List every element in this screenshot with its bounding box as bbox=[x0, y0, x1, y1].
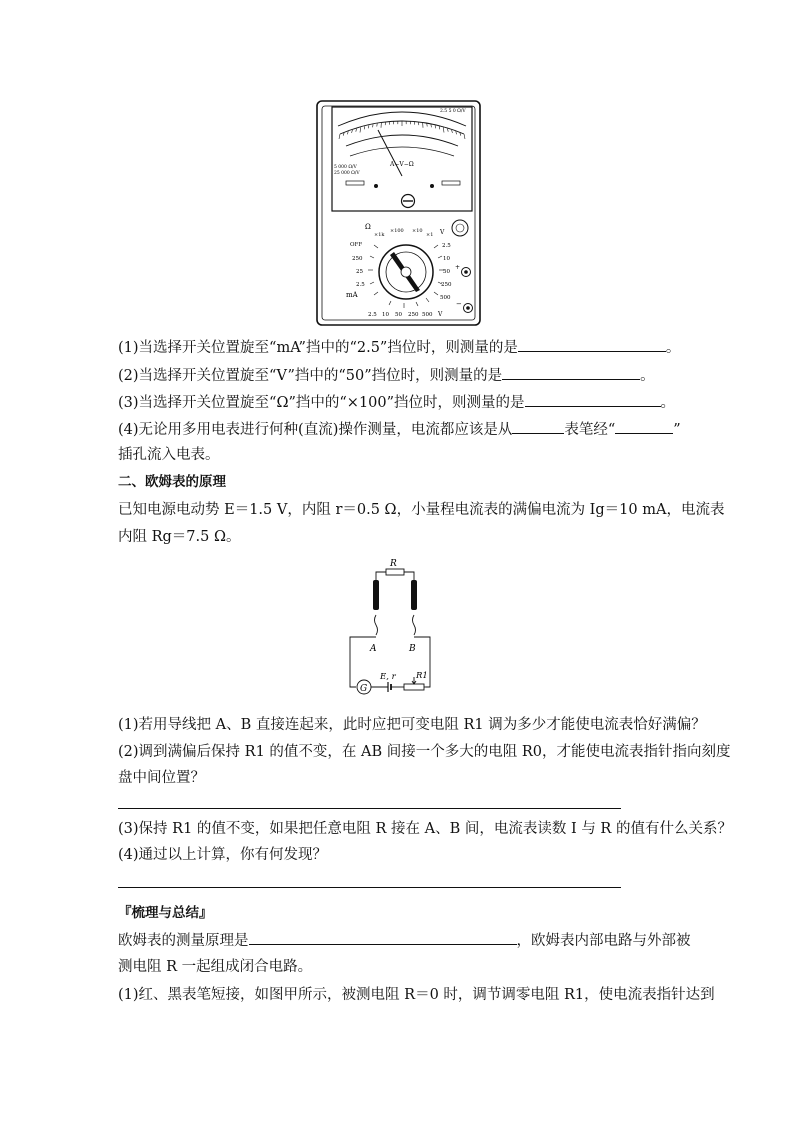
label-Er: E, r bbox=[380, 672, 396, 682]
answer-blank-2[interactable] bbox=[502, 365, 640, 380]
answer-blank-5[interactable] bbox=[249, 930, 517, 945]
dcv-range-50: 50 bbox=[443, 269, 450, 275]
resistor-R bbox=[386, 569, 404, 575]
dcv-range-500: 500 bbox=[440, 295, 451, 301]
minus-sign: − bbox=[456, 300, 462, 308]
answer-blank-1[interactable] bbox=[518, 337, 666, 352]
probe-left bbox=[373, 580, 379, 610]
ohm-range-1k: ×1k bbox=[374, 232, 385, 238]
subq-2a: (2)调到满偏后保持 R1 的值不变，在 AB 间接一个多大的电阻 R0，才能使电流表指针指向刻度 bbox=[118, 744, 731, 760]
sensitivity-bottom: 25 000 Ω/V bbox=[334, 171, 360, 176]
label-R1: R1 bbox=[416, 671, 428, 681]
acv-label: V bbox=[438, 311, 443, 318]
label-R: R bbox=[390, 559, 397, 569]
socket-icon bbox=[452, 220, 468, 236]
question-1: (1)当选择开关位置旋至“mA”挡中的“2.5”挡位时，则测量的是 。 bbox=[118, 337, 680, 358]
ma-label: mA bbox=[346, 291, 358, 299]
acv-range-250: 250 bbox=[408, 312, 419, 318]
given-line-2: 内阻 Rg＝7.5 Ω。 bbox=[118, 529, 241, 545]
acv-range-2.5: 2.5 bbox=[368, 312, 377, 318]
question-2: (2)当选择开关位置旋至“V”挡中的“50”挡位时，则测量的是 。 bbox=[118, 365, 655, 386]
ohm-range-10: ×10 bbox=[412, 228, 423, 234]
answer-rule-2[interactable] bbox=[118, 887, 621, 888]
acv-range-10: 10 bbox=[382, 312, 389, 318]
answer-blank-4a[interactable] bbox=[512, 419, 564, 434]
summary-title: 『梳理与总结』 bbox=[118, 905, 213, 921]
answer-blank-4b[interactable] bbox=[615, 419, 673, 434]
label-G: G bbox=[360, 684, 368, 694]
variable-resistor-R1 bbox=[404, 684, 424, 690]
dcv-range-10: 10 bbox=[443, 256, 450, 262]
subq-3: (3)保持 R1 的值不变，如果把任意电阻 R 接在 A、B 间，电流表读数 I 与 R 的值有什么关系？ bbox=[118, 821, 732, 837]
acv-range-500: 500 bbox=[422, 312, 433, 318]
acv-range-50: 50 bbox=[395, 312, 402, 318]
subq-1: (1)若用导线把 A、B 直接连起来，此时应把可变电阻 R1 调为多少才能使电流表恰好满偏？ bbox=[118, 717, 706, 733]
scale-label: A−V−Ω bbox=[390, 161, 414, 168]
summary-line-3: (1)红、黑表笔短接，如图甲所示，被测电阻 R＝0 时，调节调零电阻 R1，使电流表指针达到 bbox=[118, 987, 715, 1003]
subq-2b: 盘中间位置？ bbox=[118, 770, 205, 786]
answer-blank-3[interactable] bbox=[525, 392, 661, 407]
probe-right bbox=[411, 580, 417, 610]
omega-label: Ω bbox=[365, 223, 371, 231]
subq-4: (4)通过以上计算，你有何发现？ bbox=[118, 847, 328, 863]
circuit-diagram bbox=[342, 555, 452, 697]
answer-rule-1[interactable] bbox=[118, 808, 621, 809]
summary-line-2: 测电阻 R 一起组成闭合电路。 bbox=[118, 959, 313, 975]
sensitivity-top: 5 000 Ω/V bbox=[334, 165, 357, 170]
summary-line-1: 欧姆表的测量原理是 ，欧姆表内部电路与外部被 bbox=[118, 930, 691, 951]
question-4: (4)无论用多用电表进行何种(直流)操作测量，电流都应该是从 表笔经“ ” bbox=[118, 419, 681, 440]
label-A: A bbox=[370, 644, 377, 654]
ma-range-2.5: 2.5 bbox=[356, 282, 365, 288]
dcv-label: V bbox=[440, 229, 445, 236]
ohm-range-100: ×100 bbox=[390, 228, 404, 234]
label-B: B bbox=[409, 644, 416, 654]
dcv-range-2.5: 2.5 bbox=[442, 243, 451, 249]
off-label: OFF bbox=[350, 242, 363, 248]
question-4-cont: 插孔流入电表。 bbox=[118, 447, 220, 463]
section-title: 二、欧姆表的原理 bbox=[118, 474, 226, 490]
given-line-1: 已知电源电动势 E＝1.5 V，内阻 r＝0.5 Ω，小量程电流表的满偏电流为 Ig＝10 mA，电流表 bbox=[118, 502, 725, 518]
plus-sign: + bbox=[455, 264, 461, 271]
dcv-range-250: 250 bbox=[441, 282, 452, 288]
multimeter-figure bbox=[316, 100, 481, 326]
ohm-range-1: ×1 bbox=[426, 232, 434, 238]
ma-range-250: 250 bbox=[352, 256, 363, 262]
ma-range-25: 25 bbox=[356, 269, 363, 275]
question-3: (3)当选择开关位置旋至“Ω”挡中的“×100”挡位时，则测量的是 。 bbox=[118, 392, 675, 413]
dc-mark: 2.5 5 0 Ω/V bbox=[440, 109, 466, 114]
